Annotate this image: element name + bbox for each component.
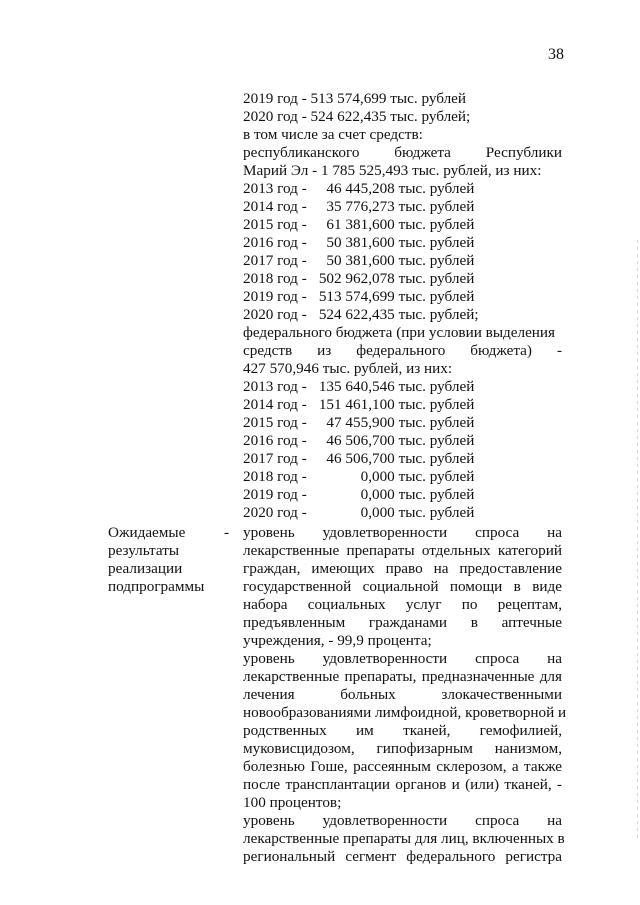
- year-amount: 0,000: [360, 504, 395, 521]
- year-unit: тыс. рублей: [394, 252, 475, 269]
- page-number: 38: [548, 46, 564, 63]
- heading-word: средств: [243, 342, 293, 359]
- result-line: лекарственные препараты отдельных категорий: [243, 542, 562, 559]
- federal-budget-years: [243, 378, 562, 522]
- heading-word: -: [556, 342, 563, 359]
- finance-block: [243, 90, 562, 522]
- scan-edge-mark: [637, 240, 638, 840]
- year-row: [243, 504, 562, 522]
- year-label: 2013 год -: [243, 378, 307, 395]
- year-amount: 46 506,700: [326, 432, 395, 449]
- result-line: граждан, имеющих право на предоставление: [243, 560, 562, 577]
- year-amount: 47 455,900: [326, 414, 395, 431]
- year-amount: 135 640,546: [318, 378, 395, 395]
- year-row: [243, 288, 562, 306]
- year-row: [243, 306, 562, 324]
- heading-word: бюджета): [470, 342, 532, 359]
- republic-budget-heading: [243, 144, 562, 162]
- year-unit: тыс. рублей: [394, 504, 475, 521]
- year-row: [243, 180, 562, 198]
- year-unit: тыс. рублей;: [394, 306, 479, 323]
- year-amount: 46 445,208: [326, 180, 395, 197]
- year-amount: 61 381,600: [326, 216, 395, 233]
- year-label: 2014 год -: [243, 198, 307, 215]
- finance-line: 2020 год - 524 622,435 тыс. рублей;: [243, 108, 471, 125]
- year-row: [243, 234, 562, 252]
- result-line: предъявленным гражданами в аптечные: [243, 614, 562, 631]
- year-label: 2019 год -: [243, 288, 307, 305]
- result-line: 100 процентов;: [243, 794, 342, 811]
- year-row: [243, 198, 562, 216]
- year-label: 2015 год -: [243, 414, 307, 431]
- year-amount: 50 381,600: [326, 234, 395, 251]
- year-amount: 151 461,100: [318, 396, 395, 413]
- year-label: 2018 год -: [243, 468, 307, 485]
- year-unit: тыс. рублей: [394, 234, 475, 251]
- heading-word: из: [317, 342, 332, 359]
- expected-results-text: [243, 524, 567, 866]
- heading-word: республиканского: [243, 144, 360, 161]
- result-line: набора социальных услуг по рецептам,: [243, 596, 562, 613]
- result-line: региональный сегмент федерального регистра: [243, 848, 562, 865]
- year-label: 2019 год -: [243, 486, 307, 503]
- result-line: уровень удовлетворенности спроса на: [243, 650, 562, 667]
- year-row: [243, 486, 562, 504]
- year-row: [243, 414, 562, 432]
- year-amount: 0,000: [360, 486, 395, 503]
- finance-line: в том числе за счет средств:: [243, 126, 423, 143]
- year-row: [243, 432, 562, 450]
- label-line: подпрограммы: [108, 578, 205, 595]
- result-line: болезнью Гоше, рассеянным склерозом, а также: [243, 758, 562, 775]
- year-label: 2015 год -: [243, 216, 307, 233]
- year-label: 2020 год -: [243, 306, 307, 323]
- result-line: государственной социальной помощи в виде: [243, 578, 562, 595]
- year-unit: тыс. рублей: [394, 414, 475, 431]
- year-unit: тыс. рублей: [394, 450, 475, 467]
- year-unit: тыс. рублей: [394, 432, 475, 449]
- year-label: 2013 год -: [243, 180, 307, 197]
- year-amount: 35 776,273: [326, 198, 395, 215]
- year-unit: тыс. рублей: [394, 486, 475, 503]
- year-label: 2017 год -: [243, 450, 307, 467]
- label-line: результаты: [108, 542, 180, 559]
- year-label: 2014 год -: [243, 396, 307, 413]
- year-label: 2018 год -: [243, 270, 307, 287]
- republic-budget-total: Марий Эл - 1 785 525,493 тыс. рублей, из них:: [243, 162, 542, 179]
- result-line: лекарственные препараты, предназначенные для: [243, 668, 562, 685]
- year-row: [243, 270, 562, 288]
- federal-budget-total: 427 570,946 тыс. рублей, из них:: [243, 360, 453, 377]
- finance-line: 2019 год - 513 574,699 тыс. рублей: [243, 90, 467, 107]
- year-unit: тыс. рублей: [394, 468, 475, 485]
- result-line: муковисцидозом, гипофизарным нанизмом,: [243, 740, 562, 757]
- year-row: [243, 468, 562, 486]
- year-label: 2016 год -: [243, 234, 307, 251]
- heading-word: Республики: [485, 144, 562, 161]
- heading-word: федерального: [356, 342, 446, 359]
- result-line: учреждения, - 99,9 процента;: [243, 632, 432, 649]
- result-line: уровень удовлетворенности спроса на: [243, 812, 562, 829]
- republic-budget-years: [243, 180, 562, 324]
- result-line: родственных им тканей, гемофилией,: [243, 722, 562, 739]
- year-amount: 0,000: [360, 468, 395, 485]
- expected-results-label: [108, 524, 238, 596]
- year-amount: 513 574,699: [318, 288, 395, 305]
- year-row: [243, 216, 562, 234]
- year-row: [243, 396, 562, 414]
- label-line: реализации: [108, 560, 183, 577]
- year-amount: 502 962,078: [318, 270, 395, 287]
- federal-budget-heading-2: [243, 342, 562, 360]
- year-unit: тыс. рублей: [394, 180, 475, 197]
- result-line: лекарственные препараты для лиц, включенных в: [243, 830, 565, 847]
- result-line: уровень удовлетворенности спроса на: [243, 524, 562, 541]
- year-label: 2016 год -: [243, 432, 307, 449]
- heading-word: бюджета: [394, 144, 451, 161]
- result-line: новообразованиями лимфоидной, кроветворной и: [243, 704, 567, 721]
- year-row: [243, 450, 562, 468]
- year-unit: тыс. рублей: [394, 216, 475, 233]
- result-line: после трансплантации органов и (или) тканей, -: [243, 776, 562, 793]
- year-unit: тыс. рублей: [394, 288, 475, 305]
- federal-budget-heading: федерального бюджета (при условии выделения: [243, 324, 556, 341]
- year-amount: 50 381,600: [326, 252, 395, 269]
- year-unit: тыс. рублей: [394, 198, 475, 215]
- year-row: [243, 252, 562, 270]
- year-unit: тыс. рублей: [394, 378, 475, 395]
- label-line: Ожидаемые: [108, 524, 186, 541]
- year-label: 2020 год -: [243, 504, 307, 521]
- year-amount: 46 506,700: [326, 450, 395, 467]
- year-label: 2017 год -: [243, 252, 307, 269]
- label-dash: -: [224, 524, 230, 541]
- year-amount: 524 622,435: [318, 306, 395, 323]
- result-line: лечения больных злокачественными: [243, 686, 562, 703]
- year-row: [243, 378, 562, 396]
- year-unit: тыс. рублей: [394, 270, 475, 287]
- year-unit: тыс. рублей: [394, 396, 475, 413]
